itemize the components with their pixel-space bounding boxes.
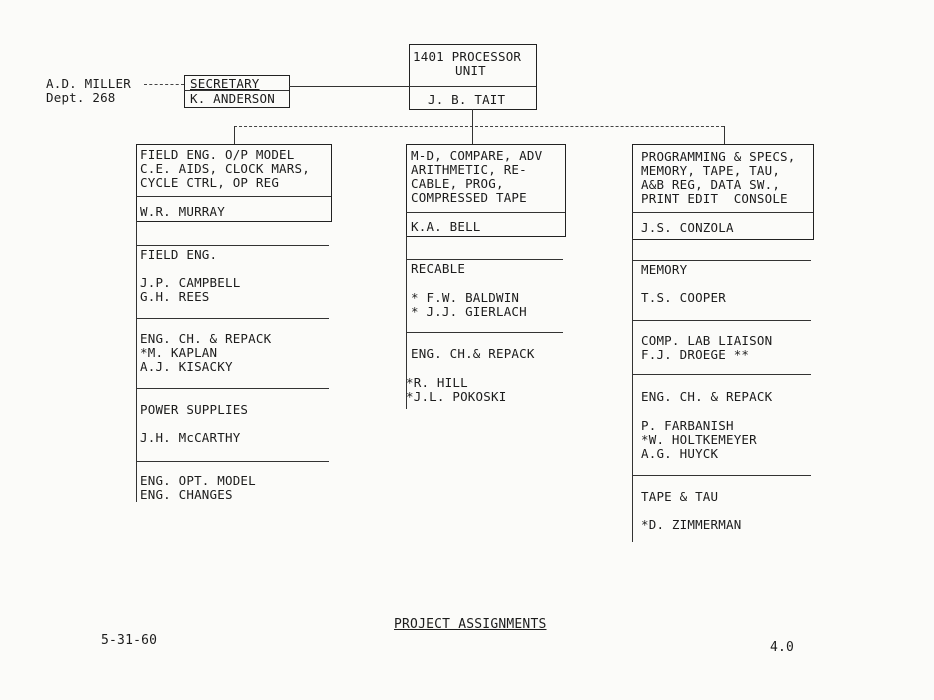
- col3-sec2-title: COMP. LAB LIAISON: [641, 333, 773, 348]
- col2-sec1-name-2: * J.J. GIERLACH: [411, 304, 527, 319]
- col3-sec3-name-2: *W. HOLTKEMEYER: [641, 432, 757, 447]
- processor-box-divider: [409, 86, 536, 87]
- col1-sec3-name-1: J.H. McCARTHY: [140, 430, 241, 445]
- dept-dashed-connector: [144, 84, 184, 85]
- col3-sec4-title: TAPE & TAU: [641, 489, 719, 504]
- col1-sec1-title: FIELD ENG.: [140, 247, 218, 262]
- col3-sec4-name-1: *D. ZIMMERMAN: [641, 517, 742, 532]
- col1-sec4-title: ENG. OPT. MODEL: [140, 473, 256, 488]
- col1-sec1-name-2: G.H. REES: [140, 289, 210, 304]
- document-date: 5-31-60: [101, 633, 158, 648]
- col1-head-name: W.R. MURRAY: [140, 204, 225, 219]
- col3-drop: [724, 126, 725, 144]
- col1-sec2-name-2: A.J. KISACKY: [140, 359, 233, 374]
- col1-head-line-1: FIELD ENG. O/P MODEL: [140, 147, 295, 162]
- col2-sec2-title: ENG. CH.& REPACK: [411, 346, 535, 361]
- col2-head-line-4: COMPRESSED TAPE: [411, 190, 527, 205]
- col3-sep-1: [632, 260, 811, 261]
- col1-sec3-title: POWER SUPPLIES: [140, 402, 249, 417]
- col1-sep-1: [136, 245, 329, 246]
- col1-spine: [136, 220, 137, 502]
- col3-spine: [632, 238, 633, 542]
- col3-head-line-2: MEMORY, TAPE, TAU,: [641, 163, 781, 178]
- processor-unit-title-2: UNIT: [455, 63, 486, 78]
- main-horizontal-connector: [234, 126, 724, 127]
- col1-sec2-title: ENG. CH. & REPACK: [140, 331, 272, 346]
- col2-sep-1: [406, 259, 563, 260]
- page-number: 4.0: [770, 640, 795, 655]
- col1-head-line-2: C.E. AIDS, CLOCK MARS,: [140, 161, 310, 176]
- col2-sec2-name-2: *J.L. POKOSKI: [406, 389, 507, 404]
- secretary-name: K. ANDERSON: [190, 91, 275, 106]
- col3-sep-2: [632, 320, 811, 321]
- col1-sep-2: [136, 318, 329, 319]
- col2-head-line-2: ARITHMETIC, RE-: [411, 162, 527, 177]
- col3-sec1-name-1: T.S. COOPER: [641, 290, 726, 305]
- col2-sec1-title: RECABLE: [411, 261, 466, 276]
- col3-sec3-name-3: A.G. HUYCK: [641, 446, 719, 461]
- col2-head-line-3: CABLE, PROG,: [411, 176, 504, 191]
- col3-sec3-name-1: P. FARBANISH: [641, 418, 734, 433]
- col3-head-line-3: A&B REG, DATA SW.,: [641, 177, 781, 192]
- col1-sec2-name-1: *M. KAPLAN: [140, 345, 218, 360]
- col3-sep-4: [632, 475, 811, 476]
- col3-sec3-title: ENG. CH. & REPACK: [641, 389, 773, 404]
- col2-sec2-name-1: *R. HILL: [406, 375, 468, 390]
- secretary-connector: [289, 86, 409, 87]
- col2-sec1-name-1: * F.W. BALDWIN: [411, 290, 520, 305]
- col1-sep-4: [136, 461, 329, 462]
- col3-head-divider: [632, 212, 813, 213]
- processor-unit-title-1: 1401 PROCESSOR: [413, 49, 522, 64]
- col1-sep-3: [136, 388, 329, 389]
- dept-number: Dept. 268: [46, 90, 116, 105]
- col3-sec1-title: MEMORY: [641, 262, 688, 277]
- main-vertical-connector: [472, 109, 473, 126]
- col3-sep-3: [632, 374, 811, 375]
- col1-drop: [234, 126, 235, 144]
- col2-head-name: K.A. BELL: [411, 219, 481, 234]
- col3-head-name: J.S. CONZOLA: [641, 220, 734, 235]
- col1-sec4-name-1: ENG. CHANGES: [140, 487, 233, 502]
- col1-head-divider: [136, 196, 331, 197]
- col3-sec2-name-1: F.J. DROEGE **: [641, 347, 750, 362]
- col2-head-divider: [406, 212, 565, 213]
- col2-head-line-1: M-D, COMPARE, ADV: [411, 148, 543, 163]
- secretary-title: SECRETARY: [190, 76, 260, 91]
- col1-head-line-3: CYCLE CTRL, OP REG: [140, 175, 280, 190]
- col2-drop: [472, 126, 473, 144]
- col3-head-line-4: PRINT EDIT CONSOLE: [641, 191, 788, 206]
- manager-name: J. B. TAIT: [428, 92, 506, 107]
- dept-head-name: A.D. MILLER: [46, 76, 131, 91]
- col3-head-line-1: PROGRAMMING & SPECS,: [641, 149, 796, 164]
- col2-sep-2: [406, 332, 563, 333]
- document-title: PROJECT ASSIGNMENTS: [394, 617, 547, 632]
- col1-sec1-name-1: J.P. CAMPBELL: [140, 275, 241, 290]
